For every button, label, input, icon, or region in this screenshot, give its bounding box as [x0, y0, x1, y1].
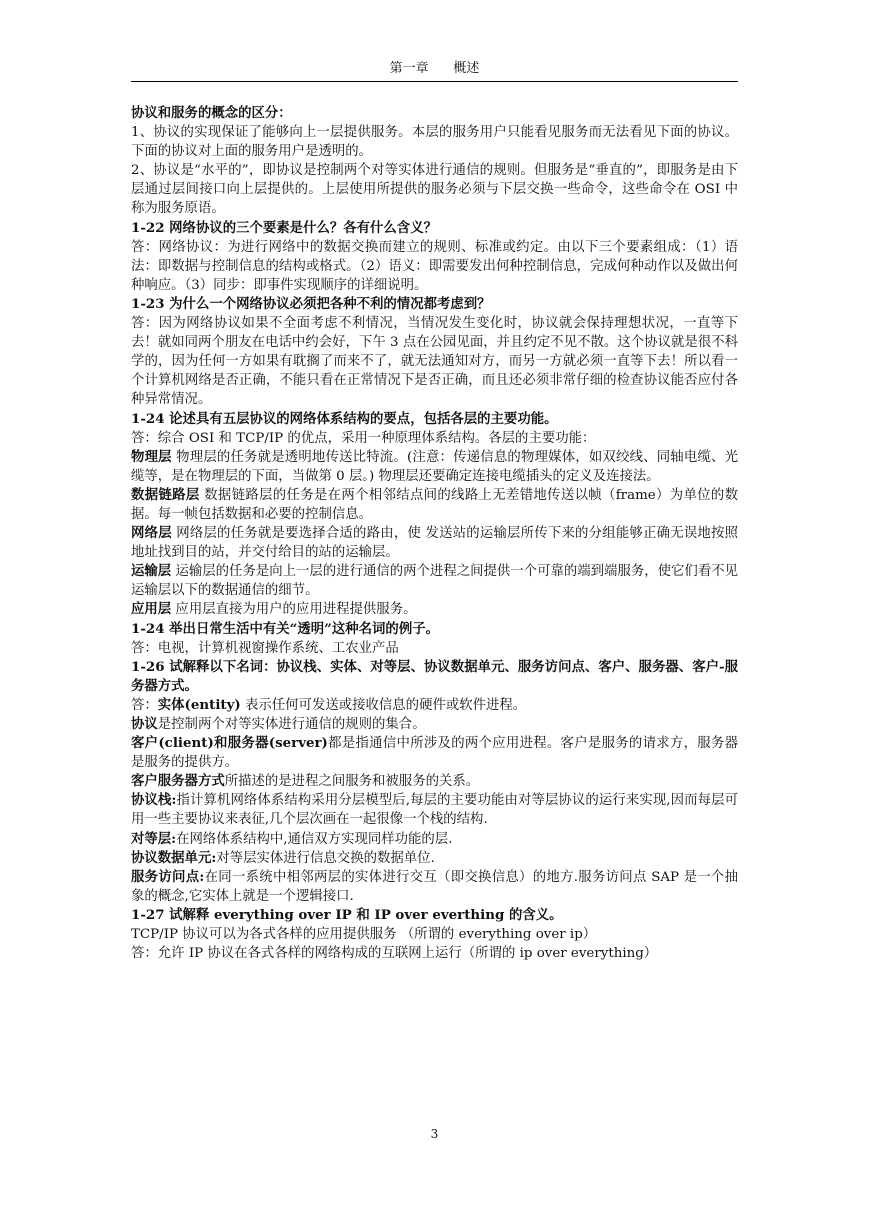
term-label: 服务访问点:	[131, 868, 205, 885]
text: 1-24 举出日常生活中有关“透明”这种名词的例子。	[131, 620, 439, 637]
text: 都是指通信中所涉及的两个应用进程。客户是服务的请求方，服务器是服务的提供方。	[131, 736, 738, 771]
text: 1-24 论述具有五层协议的网络体系结构的要点，包括各层的主要功能。	[131, 410, 558, 427]
term-label: 数据链路层	[131, 486, 200, 503]
text: 网络层的任务就是要选择合适的路由，使 发送站的运输层所传下来的分组能够正确无误地按照地址找到目的站，并交付给目的站的运输层。	[131, 526, 738, 561]
paragraph	[131, 734, 738, 772]
text: 答：允许 IP 协议在各式各样的网络构成的互联网上运行（所谓的 ip over everything）	[131, 946, 658, 962]
paragraph	[131, 925, 738, 944]
term-label: 运输层	[131, 563, 172, 580]
term-label: 协议数据单元:	[131, 849, 217, 866]
document-body	[131, 104, 738, 963]
paragraph	[131, 696, 738, 715]
text: 是控制两个对等实体进行通信的规则的集合。	[157, 717, 426, 732]
term-label: 协议栈:	[131, 792, 177, 809]
text: 协议和服务的概念的区分：	[131, 105, 292, 121]
paragraph	[131, 238, 738, 295]
paragraph	[131, 429, 738, 448]
question-heading	[131, 295, 738, 314]
header-rule	[131, 81, 738, 82]
paragraph	[131, 715, 738, 734]
term-label: 对等层:	[131, 830, 177, 847]
question-heading	[131, 620, 738, 639]
paragraph	[131, 868, 738, 906]
page-number: 3	[430, 1127, 439, 1141]
paragraph	[131, 486, 738, 524]
question-heading	[131, 906, 738, 925]
text: 答：因为网络协议如果不全面考虑不利情况，当情况发生变化时，协议就会保持理想状况，一直等下去！就如同两个朋友在电话中约会好，下午 3 点在公园见面，并且约定不见不散。这个协议就是很不科学的，因为任何一方如果有耽搁了而来不了，就无法通知对方，而另一方就必须一直等下去！所以看一个计算机网络是否正确，不能只看在正常情况下是否正确，而且还必须非常仔细的检查协议能否应付各种异常情况。	[131, 316, 738, 408]
answer-prefix: 答：	[131, 697, 158, 713]
text: 表示任何可发送或接收信息的硬件或软件进程。	[240, 697, 527, 713]
term-label: 应用层	[131, 601, 172, 618]
text: 指计算机网络体系结构采用分层模型后,每层的主要功能由对等层协议的运行来实现,因而每层可用一些主要协议来表征,几个层次画在一起很像一个栈的结构.	[131, 793, 738, 828]
text: 对等层实体进行信息交换的数据单位.	[216, 850, 435, 866]
paragraph	[131, 123, 738, 161]
paragraph	[131, 849, 738, 868]
term-label: 客户(client)和服务器(server)	[131, 735, 328, 752]
paragraph	[131, 600, 738, 619]
page-header	[131, 62, 738, 76]
chapter-title: 概述	[453, 61, 480, 76]
text: TCP/IP 协议可以为各式各样的应用提供服务 （所谓的 everything over ip）	[131, 927, 597, 943]
term-label: 网络层	[131, 525, 172, 542]
paragraph	[131, 639, 738, 658]
term-label: 协议	[131, 716, 158, 732]
question-heading	[131, 219, 738, 238]
chapter-label: 第一章	[389, 61, 429, 76]
text: 在网络体系结构中,通信双方实现同样功能的层.	[176, 831, 453, 847]
text: 应用层直接为用户的应用进程提供服务。	[171, 602, 417, 618]
paragraph	[131, 791, 738, 829]
text: 答：网络协议：为进行网络中的数据交换而建立的规则、标准或约定。由以下三个要素组成：（1）语法：即数据与控制信息的结构或格式。（2）语义：即需要发出何种控制信息，完成何种动作以及做出何种响应。（3）同步：即事件实现顺序的详细说明。	[131, 239, 738, 293]
term-label: 实体(entity)	[157, 696, 241, 713]
term-label: 客户服务器方式	[131, 773, 225, 790]
text: 所描述的是进程之间服务和被服务的关系。	[224, 774, 480, 790]
text: 1、协议的实现保证了能够向上一层提供服务。本层的服务用户只能看见服务而无法看见下面的协议。下面的协议对上面的服务用户是透明的。	[131, 125, 738, 160]
paragraph	[131, 524, 738, 562]
term-label: 物理层	[131, 448, 172, 465]
paragraph	[131, 314, 738, 409]
text: 答：综合 OSI 和 TCP/IP 的优点，采用一种原理体系结构。各层的主要功能：	[131, 430, 596, 446]
paragraph	[131, 772, 738, 791]
question-heading	[131, 104, 738, 123]
paragraph	[131, 562, 738, 600]
text: 数据链路层的任务是在两个相邻结点间的线路上无差错地传送以帧（frame）为单位的数据。每一帧包括数据和必要的控制信息。	[131, 487, 738, 522]
question-heading	[131, 410, 738, 429]
question-heading	[131, 658, 738, 696]
text: 答：电视，计算机视窗操作系统、工农业产品	[131, 640, 399, 656]
paragraph	[131, 161, 738, 218]
paragraph	[131, 448, 738, 486]
text: 1-27 试解释 everything over IP 和 IP over everthing 的含义。	[131, 906, 563, 923]
text: 1-22 网络协议的三个要素是什么？各有什么含义？	[131, 219, 437, 236]
text: 1-23 为什么一个网络协议必须把各种不利的情况都考虑到？	[131, 295, 491, 312]
text: 2、协议是“水平的”，即协议是控制两个对等实体进行通信的规则。但服务是“垂直的”，即服务是由下层通过层间接口向上层提供的。上层使用所提供的服务必须与下层交换一些命令，这些命令在 OSI 中称为服务原语。	[131, 163, 738, 217]
text: 1-26 试解释以下名词：协议栈、实体、对等层、协议数据单元、服务访问点、客户、服务器、客户-服务器方式。	[131, 658, 738, 694]
text: 在同一系统中相邻两层的实体进行交互（即交换信息）的地方.服务访问点 SAP 是一个抽象的概念,它实体上就是一个逻辑接口.	[131, 869, 738, 904]
paragraph	[131, 944, 738, 963]
text: 运输层的任务是向上一层的进行通信的两个进程之间提供一个可靠的端到端服务，使它们看不见运输层以下的数据通信的细节。	[131, 564, 738, 599]
paragraph	[131, 830, 738, 849]
text: 物理层的任务就是透明地传送比特流。(注意：传递信息的物理媒体，如双绞线、同轴电缆、光缆等，是在物理层的下面，当做第 0 层。) 物理层还要确定连接电缆插头的定义及连接法。	[131, 449, 739, 484]
